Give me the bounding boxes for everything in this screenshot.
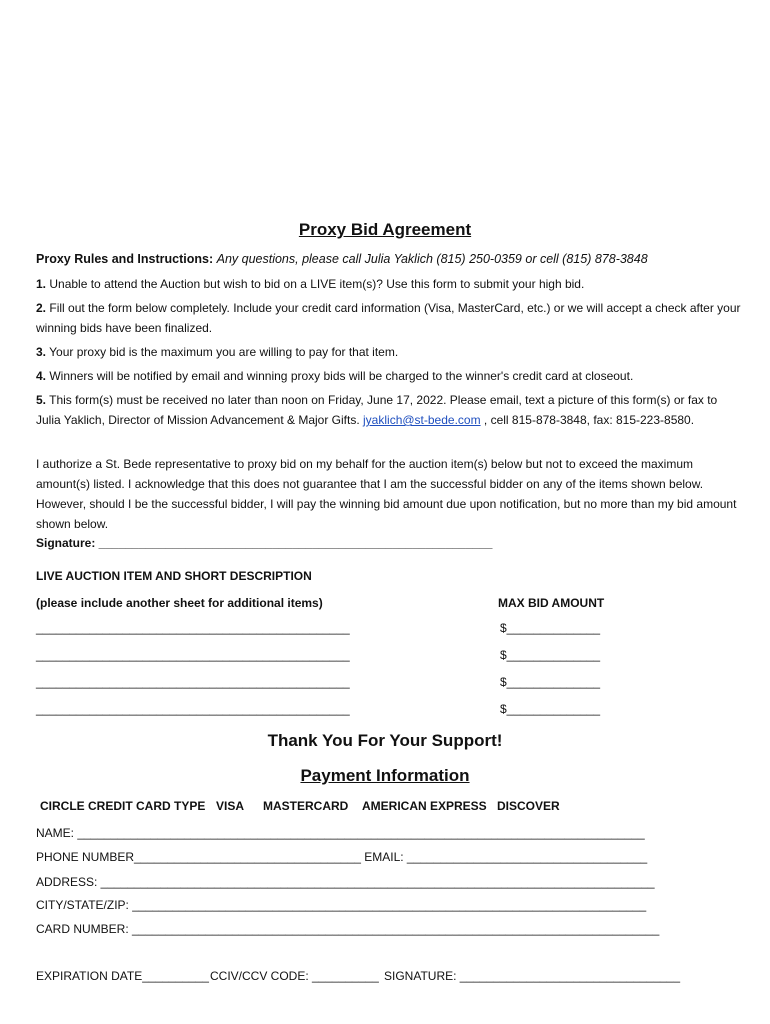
payment-signature-field[interactable]: SIGNATURE: _________________________________ xyxy=(384,969,681,983)
email-link[interactable]: jyaklich@st-bede.com xyxy=(363,413,481,427)
page-title: Proxy Bid Agreement xyxy=(298,220,472,239)
instruction-text: Your proxy bid is the maximum you are willing to pay for that item. xyxy=(49,345,399,359)
instruction-2 xyxy=(36,298,742,338)
card-type-amex[interactable]: AMERICAN EXPRESS xyxy=(362,799,487,813)
max-bid-line[interactable]: $______________ xyxy=(500,648,601,662)
name-field[interactable]: NAME: _____________________________________________________________________________________ xyxy=(36,826,645,840)
instruction-text: Winners will be notified by email and winning proxy bids will be charged to the winner's credit card at closeout. xyxy=(49,369,634,383)
instruction-text: Fill out the form below completely. Include your credit card information (Visa, MasterCard, etc.) or we will accept a check after your winning bids have been finalized. xyxy=(36,301,741,335)
instruction-5 xyxy=(36,390,742,430)
phone-email-field[interactable]: PHONE NUMBER__________________________________ EMAIL: ____________________________________ xyxy=(36,850,648,864)
instruction-3 xyxy=(36,342,742,362)
card-number-field[interactable]: CARD NUMBER: _______________________________________________________________________________ xyxy=(36,922,660,936)
signature-field[interactable]: Signature: ___________________________________________________________ xyxy=(36,536,493,550)
rules-line xyxy=(36,252,648,266)
auction-item-line[interactable]: _______________________________________________ xyxy=(36,621,350,635)
live-auction-subheading: (please include another sheet for additional items) xyxy=(36,596,323,610)
expiration-field[interactable]: EXPIRATION DATE__________ xyxy=(36,969,209,983)
instruction-number: 4. xyxy=(36,369,47,383)
city-state-zip-field[interactable]: CITY/STATE/ZIP: _____________________________________________________________________________ xyxy=(36,898,647,912)
card-type-label: CIRCLE CREDIT CARD TYPE xyxy=(40,799,206,813)
card-type-discover[interactable]: DISCOVER xyxy=(497,799,560,813)
auction-item-line[interactable]: _______________________________________________ xyxy=(36,702,350,716)
max-bid-line[interactable]: $______________ xyxy=(500,675,601,689)
instruction-number: 3. xyxy=(36,345,47,359)
instruction-text: Unable to attend the Auction but wish to bid on a LIVE item(s)? Use this form to submit your high bid. xyxy=(49,277,585,291)
payment-heading: Payment Information xyxy=(300,766,470,785)
address-field[interactable]: ADDRESS: ___________________________________________________________________________________ xyxy=(36,875,655,889)
max-bid-line[interactable]: $______________ xyxy=(500,621,601,635)
auction-item-line[interactable]: _______________________________________________ xyxy=(36,648,350,662)
card-type-visa[interactable]: VISA xyxy=(216,799,245,813)
instruction-number: 5. xyxy=(36,393,47,407)
rules-heading: Proxy Rules and Instructions: xyxy=(36,252,214,266)
instruction-1 xyxy=(36,274,742,294)
max-bid-line[interactable]: $______________ xyxy=(500,702,601,716)
instruction-number: 1. xyxy=(36,277,47,291)
rules-contact: Any questions, please call Julia Yaklich (815) 250-0359 or cell (815) 878-3848 xyxy=(216,252,648,266)
cvv-field[interactable]: CCIV/CCV CODE: __________ xyxy=(210,969,379,983)
authorization-text: I authorize a St. Bede representative to proxy bid on my behalf for the auction item(s) below but not to exceed the maximum amount(s) listed. I acknowledge that this does not guarantee that I am the successful bidder on any of the items shown below. However, should I be the successful bidder, I will pay the winning bid amount due upon notification, but no more than my bid amount shown below. xyxy=(36,457,737,531)
max-bid-heading: MAX BID AMOUNT xyxy=(498,596,605,610)
instruction-4 xyxy=(36,366,742,386)
auction-item-line[interactable]: _______________________________________________ xyxy=(36,675,350,689)
instruction-text-after: , cell 815-878-3848, fax: 815-223-8580. xyxy=(480,413,695,427)
instruction-number: 2. xyxy=(36,301,47,315)
instruction-text: This form(s) must be received no later than noon on Friday, June 17, 2022. Please email, text a picture of this form(s) or fax to Julia Yaklich, Director of Mission Advancement & Major Gifts. xyxy=(36,393,718,427)
card-type-mastercard[interactable]: MASTERCARD xyxy=(263,799,349,813)
live-auction-heading: LIVE AUCTION ITEM AND SHORT DESCRIPTION xyxy=(36,569,312,583)
thank-you-heading: Thank You For Your Support! xyxy=(267,731,503,750)
